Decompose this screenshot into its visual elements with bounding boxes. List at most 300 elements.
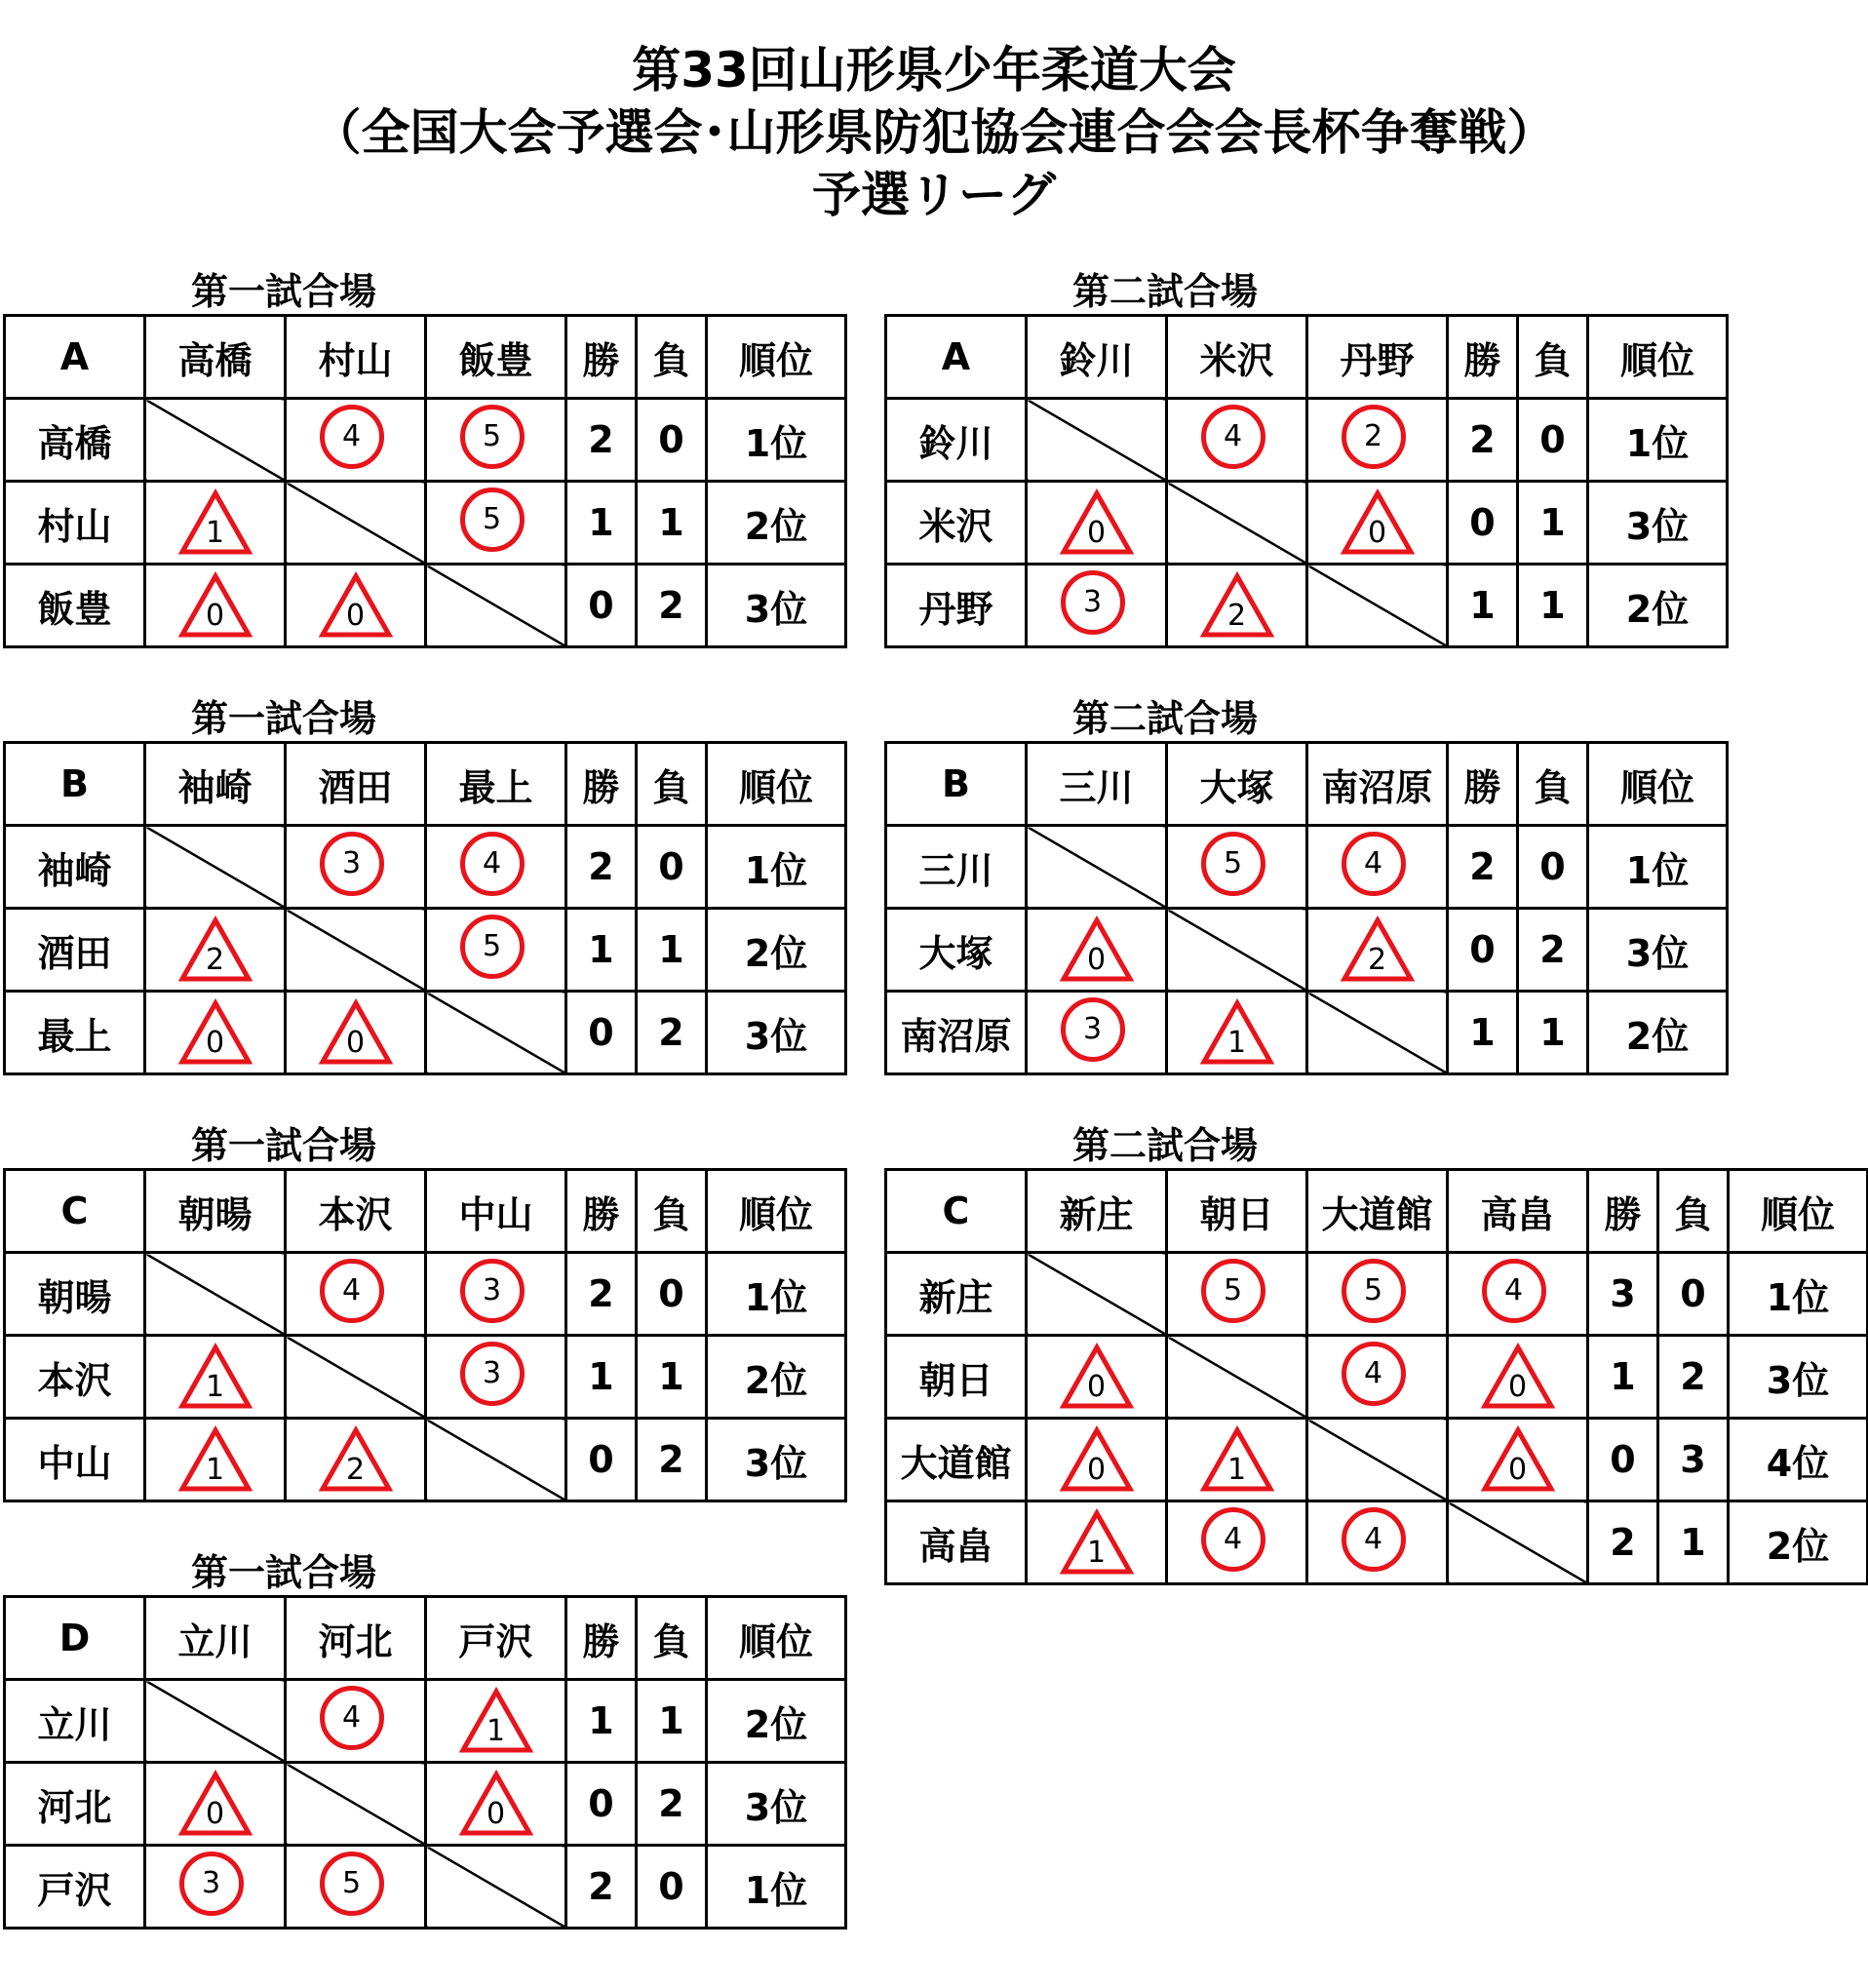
score: 3	[341, 846, 362, 880]
row-team-name: 河北	[5, 1763, 145, 1846]
rank-value: 2位	[1729, 1501, 1868, 1584]
loss-count: 2	[637, 565, 707, 647]
row-team-name: 村山	[5, 482, 145, 565]
column-team-name: 米沢	[1167, 316, 1307, 399]
table-row	[886, 826, 1728, 909]
score: 0	[1367, 516, 1387, 550]
rank-header: 順位	[707, 743, 846, 826]
loss-triangle-icon	[1481, 1343, 1555, 1411]
league-table	[884, 1168, 1868, 1585]
win-circle-icon	[319, 1260, 393, 1328]
column-team-name: 南沼原	[1307, 743, 1448, 826]
win-circle-icon	[459, 916, 533, 984]
win-circle-icon	[1341, 1508, 1415, 1577]
win-count: 2	[1448, 399, 1518, 482]
loss-count: 0	[1518, 399, 1588, 482]
table-row	[5, 1253, 846, 1336]
loss-triangle-icon	[459, 1687, 533, 1755]
score: 1	[1226, 1453, 1247, 1487]
column-team-name: 最上	[426, 743, 566, 826]
row-team-name: 最上	[5, 992, 145, 1074]
win-count: 0	[1588, 1419, 1658, 1501]
win-circle-icon	[319, 833, 393, 901]
row-team-name: 新庄	[886, 1253, 1027, 1336]
loss-triangle-icon	[1060, 1343, 1134, 1411]
loss-triangle-icon	[319, 998, 393, 1067]
row-team-name: 本沢	[5, 1336, 145, 1419]
score: 0	[1086, 943, 1107, 977]
header-row	[886, 743, 1728, 826]
row-team-name: 中山	[5, 1419, 145, 1501]
score: 4	[1223, 419, 1243, 453]
venue-label: 第二試合場	[1071, 270, 1258, 313]
header-row	[5, 1597, 846, 1680]
loss-triangle-icon	[1200, 998, 1274, 1067]
table-row	[5, 992, 846, 1074]
score: 2	[205, 943, 225, 977]
win-circle-icon	[1060, 571, 1134, 640]
loss-triangle-icon	[459, 1770, 533, 1838]
score: 4	[1503, 1273, 1524, 1307]
score: 4	[1223, 1522, 1243, 1556]
win-count: 1	[566, 909, 637, 992]
diagonal-cell	[286, 1336, 426, 1419]
win-count: 1	[1448, 992, 1518, 1074]
win-circle-icon	[1341, 406, 1415, 474]
win-count: 2	[566, 399, 637, 482]
win-circle-icon	[1200, 406, 1274, 474]
column-team-name: 酒田	[286, 743, 426, 826]
score: 3	[482, 1273, 502, 1307]
rank-header: 順位	[1588, 316, 1728, 399]
win-count: 2	[1448, 826, 1518, 909]
result-cell	[145, 1419, 286, 1501]
table-row	[886, 565, 1728, 647]
result-cell	[1307, 1253, 1448, 1336]
win-circle-icon	[178, 1852, 253, 1921]
loss-triangle-icon	[1060, 1508, 1134, 1577]
table-row	[5, 909, 846, 992]
score: 0	[1086, 516, 1107, 550]
column-team-name: 戸沢	[426, 1597, 566, 1680]
row-team-name: 立川	[5, 1680, 145, 1763]
score: 4	[341, 419, 362, 453]
loss-triangle-icon	[319, 1425, 393, 1494]
loss-count: 1	[637, 482, 707, 565]
loss-triangle-icon	[1200, 1425, 1274, 1494]
result-cell	[426, 482, 566, 565]
rank-value: 2位	[707, 1336, 846, 1419]
loss-count: 2	[1518, 909, 1588, 992]
loss-count: 0	[637, 1846, 707, 1929]
rank-value: 4位	[1729, 1419, 1868, 1501]
result-cell	[286, 826, 426, 909]
loss-count: 2	[637, 1763, 707, 1846]
loss-header: 負	[637, 1170, 707, 1253]
group-label: C	[886, 1170, 1027, 1253]
result-cell	[426, 1680, 566, 1763]
win-count: 0	[1448, 482, 1518, 565]
loss-count: 1	[1518, 992, 1588, 1074]
column-team-name: 村山	[286, 316, 426, 399]
league-table	[3, 1168, 847, 1502]
table-row	[5, 1763, 846, 1846]
score: 1	[205, 1370, 225, 1404]
win-header: 勝	[1448, 316, 1518, 399]
league-table	[884, 314, 1729, 648]
rank-value: 3位	[707, 992, 846, 1074]
rank-value: 2位	[707, 909, 846, 992]
loss-count: 0	[1518, 826, 1588, 909]
win-count: 1	[566, 1336, 637, 1419]
loss-count: 0	[637, 399, 707, 482]
column-team-name: 丹野	[1307, 316, 1448, 399]
score: 5	[341, 1866, 362, 1900]
group-label: C	[5, 1170, 145, 1253]
loss-triangle-icon	[1341, 916, 1415, 984]
win-circle-icon	[1060, 998, 1134, 1067]
score: 2	[1367, 943, 1387, 977]
result-cell	[426, 1253, 566, 1336]
column-team-name: 大道館	[1307, 1170, 1448, 1253]
column-team-name: 朝暘	[145, 1170, 286, 1253]
loss-triangle-icon	[1341, 488, 1415, 557]
venue-label: 第一試合場	[190, 270, 376, 313]
score: 1	[205, 1453, 225, 1487]
rank-value: 1位	[707, 826, 846, 909]
league-table	[3, 1595, 847, 1930]
rank-value: 1位	[1729, 1253, 1868, 1336]
group-label: B	[5, 743, 145, 826]
diagonal-cell	[1448, 1501, 1588, 1584]
loss-triangle-icon	[178, 998, 253, 1067]
result-cell	[286, 1419, 426, 1501]
rank-header: 順位	[707, 1170, 846, 1253]
win-header: 勝	[1448, 743, 1518, 826]
win-circle-icon	[319, 1852, 393, 1921]
score: 5	[482, 502, 502, 536]
row-team-name: 鈴川	[886, 399, 1027, 482]
win-circle-icon	[319, 1687, 393, 1755]
diagonal-cell	[145, 826, 286, 909]
diagonal-cell	[1307, 565, 1448, 647]
win-circle-icon	[459, 833, 533, 901]
rank-value: 3位	[707, 1763, 846, 1846]
loss-triangle-icon	[1481, 1425, 1555, 1494]
group-label: A	[5, 316, 145, 399]
loss-count: 2	[637, 1419, 707, 1501]
rank-value: 2位	[707, 482, 846, 565]
row-team-name: 戸沢	[5, 1846, 145, 1929]
column-team-name: 中山	[426, 1170, 566, 1253]
win-circle-icon	[1341, 833, 1415, 901]
diagonal-cell	[1027, 826, 1167, 909]
win-count: 1	[1588, 1336, 1658, 1419]
table-row	[886, 1419, 1868, 1501]
score: 1	[1086, 1536, 1107, 1570]
win-count: 2	[566, 826, 637, 909]
loss-count: 3	[1658, 1419, 1729, 1501]
loss-triangle-icon	[178, 1770, 253, 1838]
diagonal-cell	[1167, 482, 1307, 565]
win-count: 1	[1448, 565, 1518, 647]
win-header: 勝	[566, 1597, 637, 1680]
rank-value: 3位	[1729, 1336, 1868, 1419]
column-team-name: 大塚	[1167, 743, 1307, 826]
loss-triangle-icon	[178, 1425, 253, 1494]
result-cell	[145, 992, 286, 1074]
result-cell	[426, 1336, 566, 1419]
rank-value: 1位	[1588, 399, 1728, 482]
diagonal-cell	[1027, 399, 1167, 482]
win-count: 0	[1448, 909, 1518, 992]
score: 2	[345, 1453, 366, 1487]
title-line-1: 第33回山形県少年柔道大会	[632, 42, 1236, 98]
result-cell	[145, 1336, 286, 1419]
rank-value: 2位	[707, 1680, 846, 1763]
diagonal-cell	[145, 1680, 286, 1763]
header-row	[5, 316, 846, 399]
column-team-name: 新庄	[1027, 1170, 1167, 1253]
table-row	[886, 1253, 1868, 1336]
loss-header: 負	[637, 743, 707, 826]
table-row	[5, 1846, 846, 1929]
score: 3	[482, 1356, 502, 1390]
rank-value: 2位	[1588, 992, 1728, 1074]
win-circle-icon	[1200, 833, 1274, 901]
column-team-name: 朝日	[1167, 1170, 1307, 1253]
score: 0	[205, 1797, 225, 1831]
win-circle-icon	[1200, 1260, 1274, 1328]
table-row	[5, 399, 846, 482]
win-header: 勝	[566, 1170, 637, 1253]
win-header: 勝	[566, 316, 637, 399]
table-row	[5, 1419, 846, 1501]
result-cell	[286, 399, 426, 482]
diagonal-cell	[1307, 992, 1448, 1074]
rank-value: 1位	[707, 1253, 846, 1336]
row-team-name: 丹野	[886, 565, 1027, 647]
win-count: 3	[1588, 1253, 1658, 1336]
win-count: 0	[566, 1763, 637, 1846]
loss-count: 1	[1518, 482, 1588, 565]
rank-value: 3位	[707, 1419, 846, 1501]
rank-header: 順位	[1729, 1170, 1868, 1253]
result-cell	[1027, 565, 1167, 647]
group-label: A	[886, 316, 1027, 399]
score: 0	[205, 1026, 225, 1060]
row-team-name: 米沢	[886, 482, 1027, 565]
loss-count: 2	[1658, 1336, 1729, 1419]
diagonal-cell	[286, 1763, 426, 1846]
table-row	[886, 1336, 1868, 1419]
result-cell	[426, 1763, 566, 1846]
rank-value: 3位	[1588, 482, 1728, 565]
result-cell	[145, 565, 286, 647]
result-cell	[426, 826, 566, 909]
header-row	[886, 316, 1728, 399]
loss-count: 1	[1658, 1501, 1729, 1584]
score: 5	[1363, 1273, 1383, 1307]
row-team-name: 飯豊	[5, 565, 145, 647]
row-team-name: 大道館	[886, 1419, 1027, 1501]
score: 0	[1086, 1370, 1107, 1404]
score: 4	[341, 1700, 362, 1735]
diagonal-cell	[145, 399, 286, 482]
column-team-name: 河北	[286, 1597, 426, 1680]
score: 1	[205, 516, 225, 550]
rank-value: 3位	[707, 565, 846, 647]
result-cell	[286, 992, 426, 1074]
score: 0	[205, 599, 225, 633]
win-circle-icon	[319, 406, 393, 474]
result-cell	[1167, 1419, 1307, 1501]
score: 0	[1086, 1453, 1107, 1487]
loss-triangle-icon	[178, 916, 253, 984]
loss-count: 0	[637, 826, 707, 909]
result-cell	[1167, 1253, 1307, 1336]
score: 2	[1363, 419, 1383, 453]
column-team-name: 飯豊	[426, 316, 566, 399]
group-label: D	[5, 1597, 145, 1680]
score: 5	[482, 419, 502, 453]
loss-header: 負	[1518, 743, 1588, 826]
win-circle-icon	[1481, 1260, 1555, 1328]
result-cell	[1307, 1336, 1448, 1419]
score: 0	[345, 1026, 366, 1060]
result-cell	[1167, 826, 1307, 909]
result-cell	[1027, 482, 1167, 565]
result-cell	[286, 1680, 426, 1763]
result-cell	[1027, 992, 1167, 1074]
diagonal-cell	[426, 992, 566, 1074]
loss-header: 負	[637, 316, 707, 399]
result-cell	[286, 565, 426, 647]
score: 0	[345, 599, 366, 633]
diagonal-cell	[426, 1846, 566, 1929]
score: 2	[1226, 599, 1247, 633]
table-row	[5, 1680, 846, 1763]
table-row	[886, 909, 1728, 992]
win-circle-icon	[459, 488, 533, 557]
win-circle-icon	[1200, 1508, 1274, 1577]
result-cell	[1307, 826, 1448, 909]
column-team-name: 三川	[1027, 743, 1167, 826]
win-count: 1	[566, 1680, 637, 1763]
table-row	[5, 482, 846, 565]
result-cell	[286, 1846, 426, 1929]
result-cell	[426, 399, 566, 482]
result-cell	[145, 1846, 286, 1929]
score: 5	[1223, 846, 1243, 880]
win-count: 2	[566, 1846, 637, 1929]
league-table	[3, 314, 847, 648]
row-team-name: 高畠	[886, 1501, 1027, 1584]
loss-count: 2	[637, 992, 707, 1074]
win-count: 2	[1588, 1501, 1658, 1584]
column-team-name: 高畠	[1448, 1170, 1588, 1253]
header-row	[886, 1170, 1868, 1253]
diagonal-cell	[286, 482, 426, 565]
result-cell	[1167, 992, 1307, 1074]
header-row	[5, 743, 846, 826]
win-count: 0	[566, 565, 637, 647]
group-label: B	[886, 743, 1027, 826]
result-cell	[1307, 399, 1448, 482]
result-cell	[286, 1253, 426, 1336]
column-team-name: 立川	[145, 1597, 286, 1680]
row-team-name: 高橋	[5, 399, 145, 482]
title-line-2: （全国大会予選会･山形県防犯協会連合会会長杯争奪戦）	[312, 104, 1556, 161]
column-team-name: 袖崎	[145, 743, 286, 826]
score: 3	[1082, 1012, 1103, 1046]
diagonal-cell	[1167, 1336, 1307, 1419]
loss-triangle-icon	[319, 571, 393, 640]
result-cell	[426, 909, 566, 992]
result-cell	[1167, 1501, 1307, 1584]
row-team-name: 朝暘	[5, 1253, 145, 1336]
result-cell	[1448, 1419, 1588, 1501]
rank-header: 順位	[707, 1597, 846, 1680]
table-row	[886, 399, 1728, 482]
loss-triangle-icon	[1060, 916, 1134, 984]
rank-header: 順位	[707, 316, 846, 399]
row-team-name: 大塚	[886, 909, 1027, 992]
loss-count: 0	[1658, 1253, 1729, 1336]
score: 5	[482, 929, 502, 963]
diagonal-cell	[426, 565, 566, 647]
table-row	[5, 1336, 846, 1419]
score: 4	[1363, 1522, 1383, 1556]
column-team-name: 本沢	[286, 1170, 426, 1253]
score: 1	[486, 1714, 506, 1748]
win-header: 勝	[1588, 1170, 1658, 1253]
table-row	[5, 565, 846, 647]
result-cell	[145, 1763, 286, 1846]
result-cell	[1448, 1336, 1588, 1419]
score: 4	[1363, 1356, 1383, 1390]
result-cell	[1307, 482, 1448, 565]
row-team-name: 三川	[886, 826, 1027, 909]
win-count: 2	[566, 1253, 637, 1336]
score: 5	[1223, 1273, 1243, 1307]
win-circle-icon	[459, 1260, 533, 1328]
rank-header: 順位	[1588, 743, 1728, 826]
result-cell	[1027, 1419, 1167, 1501]
loss-count: 0	[637, 1253, 707, 1336]
win-count: 0	[566, 992, 637, 1074]
win-circle-icon	[459, 406, 533, 474]
column-team-name: 高橋	[145, 316, 286, 399]
score: 4	[341, 1273, 362, 1307]
table-row	[5, 826, 846, 909]
result-cell	[1307, 1501, 1448, 1584]
score: 4	[1363, 846, 1383, 880]
loss-count: 1	[637, 909, 707, 992]
result-cell	[1448, 1253, 1588, 1336]
score: 0	[486, 1797, 506, 1831]
venue-label: 第二試合場	[1071, 1124, 1258, 1167]
result-cell	[145, 909, 286, 992]
loss-triangle-icon	[178, 1343, 253, 1411]
loss-count: 1	[637, 1336, 707, 1419]
result-cell	[1027, 1336, 1167, 1419]
loss-count: 1	[637, 1680, 707, 1763]
rank-value: 2位	[1588, 565, 1728, 647]
win-count: 0	[566, 1419, 637, 1501]
table-row	[886, 1501, 1868, 1584]
win-header: 勝	[566, 743, 637, 826]
